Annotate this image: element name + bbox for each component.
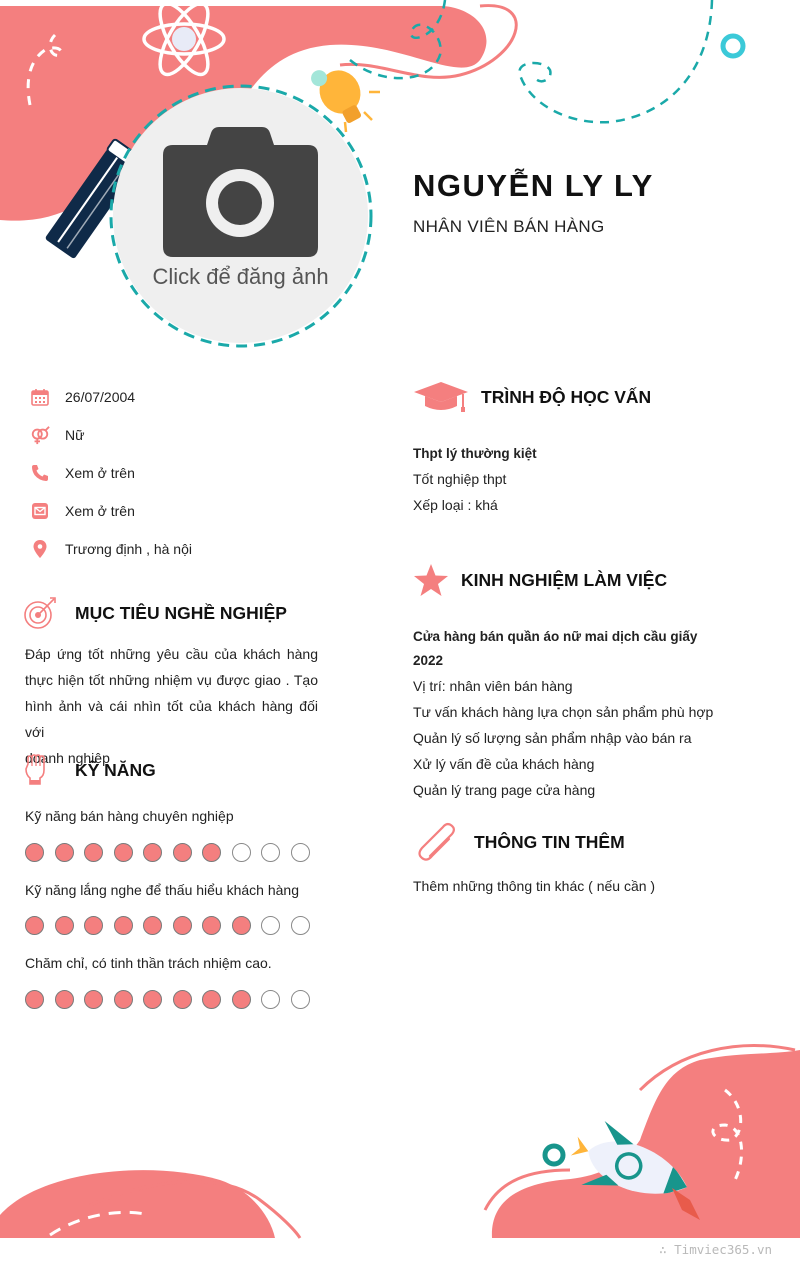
rating-dot-filled	[114, 990, 133, 1009]
experience-heading	[413, 563, 667, 597]
birthday-value: 26/07/2004	[65, 389, 136, 405]
rating-dot-filled	[84, 990, 103, 1009]
skill-rating	[25, 990, 320, 1009]
rating-dot-filled	[114, 916, 133, 935]
gender-icon	[30, 425, 50, 445]
skill-rating	[25, 916, 320, 935]
rating-dot-filled	[173, 916, 192, 935]
email-icon	[30, 501, 50, 521]
experience-title: KINH NGHIỆM LÀM VIỆC	[461, 569, 668, 590]
phone-value: Xem ở trên	[65, 465, 135, 481]
rating-dot-empty	[291, 990, 310, 1009]
skill-name: Kỹ năng bán hàng chuyên nghiệp	[25, 808, 234, 824]
rating-dot-filled	[55, 843, 74, 862]
target-icon	[23, 596, 59, 630]
rating-dot-empty	[261, 916, 280, 935]
bulb-ray-3	[345, 122, 346, 132]
education-detail: Tốt nghiệp thpt	[413, 471, 507, 487]
experience-line: Quản lý số lượng sản phẩm nhập vào bán ra	[413, 730, 692, 746]
experience-line: Vị trí: nhân viên bán hàng	[413, 678, 573, 694]
rating-dot-filled	[55, 990, 74, 1009]
brand-text: Timviec365.vn	[674, 1242, 772, 1257]
objective-line: doanh nghiệp	[25, 750, 110, 766]
rating-dot-filled	[232, 916, 251, 935]
objective-line: Đáp ứng tốt những yêu cầu của khách hàng	[25, 646, 318, 662]
rating-dot-empty	[261, 843, 280, 862]
photo-upload-label: Click để đăng ảnh	[152, 264, 329, 289]
experience-line: Xử lý vấn đề của khách hàng	[413, 756, 595, 772]
rating-dot-empty	[291, 843, 310, 862]
extra-text: Thêm những thông tin khác ( nếu cần )	[413, 878, 656, 894]
extra-title: THÔNG TIN THÊM	[474, 831, 625, 852]
education-grade: Xếp loại : khá	[413, 497, 498, 513]
contact-address	[30, 537, 192, 561]
rating-dot-filled	[173, 990, 192, 1009]
objective-text	[25, 641, 318, 771]
address-value: Trương định , hà nội	[65, 541, 192, 557]
location-pin-icon	[30, 539, 50, 559]
rating-dot-filled	[143, 843, 162, 862]
objective-title: MỤC TIÊU NGHỀ NGHIỆP	[75, 602, 287, 623]
objective-heading	[23, 596, 287, 630]
email-value: Xem ở trên	[65, 503, 135, 519]
skill-name: Chăm chỉ, có tinh thần trách nhiệm cao.	[25, 955, 272, 971]
raised-fist-icon	[23, 754, 49, 786]
objective-line: hình ảnh và cái nhìn tốt của khách hàng đối với	[25, 698, 318, 740]
experience-line: Quản lý trang page cửa hàng	[413, 782, 596, 798]
contact-gender	[30, 423, 84, 447]
rating-dot-filled	[25, 843, 44, 862]
education-school: Thpt lý thường kiệt	[413, 446, 537, 461]
camera-icon	[163, 123, 318, 258]
bulb-ray-2	[364, 112, 372, 120]
rating-dot-filled	[143, 916, 162, 935]
rating-dot-filled	[202, 990, 221, 1009]
teal-ring	[723, 36, 743, 56]
footer-brand	[659, 1242, 772, 1257]
rating-dot-filled	[84, 916, 103, 935]
photo-upload[interactable]	[113, 88, 368, 343]
brand-dots-icon: ∴	[659, 1242, 675, 1257]
rating-dot-empty	[232, 843, 251, 862]
phone-icon	[30, 463, 50, 483]
candidate-role: NHÂN VIÊN BÁN HÀNG	[413, 217, 605, 236]
gender-value: Nữ	[65, 427, 85, 443]
education-heading	[413, 381, 651, 413]
skill-rating	[25, 843, 320, 862]
coral-blob-bottom-left	[0, 1170, 275, 1238]
graduation-cap-icon	[413, 381, 469, 413]
rating-dot-filled	[55, 916, 74, 935]
objective-line: thực hiện tốt những nhiệm vụ được giao . Tạo	[25, 672, 318, 688]
teal-ring-bottom	[545, 1146, 563, 1164]
footer-decoration	[0, 1030, 800, 1265]
rating-dot-filled	[173, 843, 192, 862]
rating-dot-empty	[291, 916, 310, 935]
candidate-name: NGUYỄN LY LY	[413, 168, 654, 203]
star-icon	[413, 563, 449, 597]
coral-blob-bottom-right	[492, 1050, 800, 1238]
rating-dot-filled	[114, 843, 133, 862]
experience-line: Tư vấn khách hàng lựa chọn sản phẩm phù hợp	[413, 704, 714, 720]
rating-dot-empty	[261, 990, 280, 1009]
experience-company: Cửa hàng bán quần áo nữ mai dịch cầu giấy	[413, 629, 698, 644]
dashed-curve-teal-right	[519, 0, 712, 122]
education-title: TRÌNH ĐỘ HỌC VẤN	[481, 386, 652, 407]
paperclip-icon	[416, 822, 460, 862]
skill-name: Kỹ năng lắng nghe để thấu hiểu khách hàng	[25, 882, 300, 898]
calendar-icon	[30, 387, 50, 407]
skills-heading	[23, 754, 156, 786]
contact-email	[30, 499, 135, 523]
contact-birthday	[30, 385, 135, 409]
rating-dot-filled	[143, 990, 162, 1009]
skills-title: KỸ NĂNG	[75, 759, 156, 780]
rating-dot-filled	[202, 916, 221, 935]
rating-dot-filled	[25, 990, 44, 1009]
extra-heading	[416, 822, 625, 862]
rating-dot-filled	[232, 990, 251, 1009]
contact-phone	[30, 461, 135, 485]
rating-dot-filled	[202, 843, 221, 862]
rating-dot-filled	[84, 843, 103, 862]
experience-year: 2022	[413, 653, 444, 668]
rating-dot-filled	[25, 916, 44, 935]
